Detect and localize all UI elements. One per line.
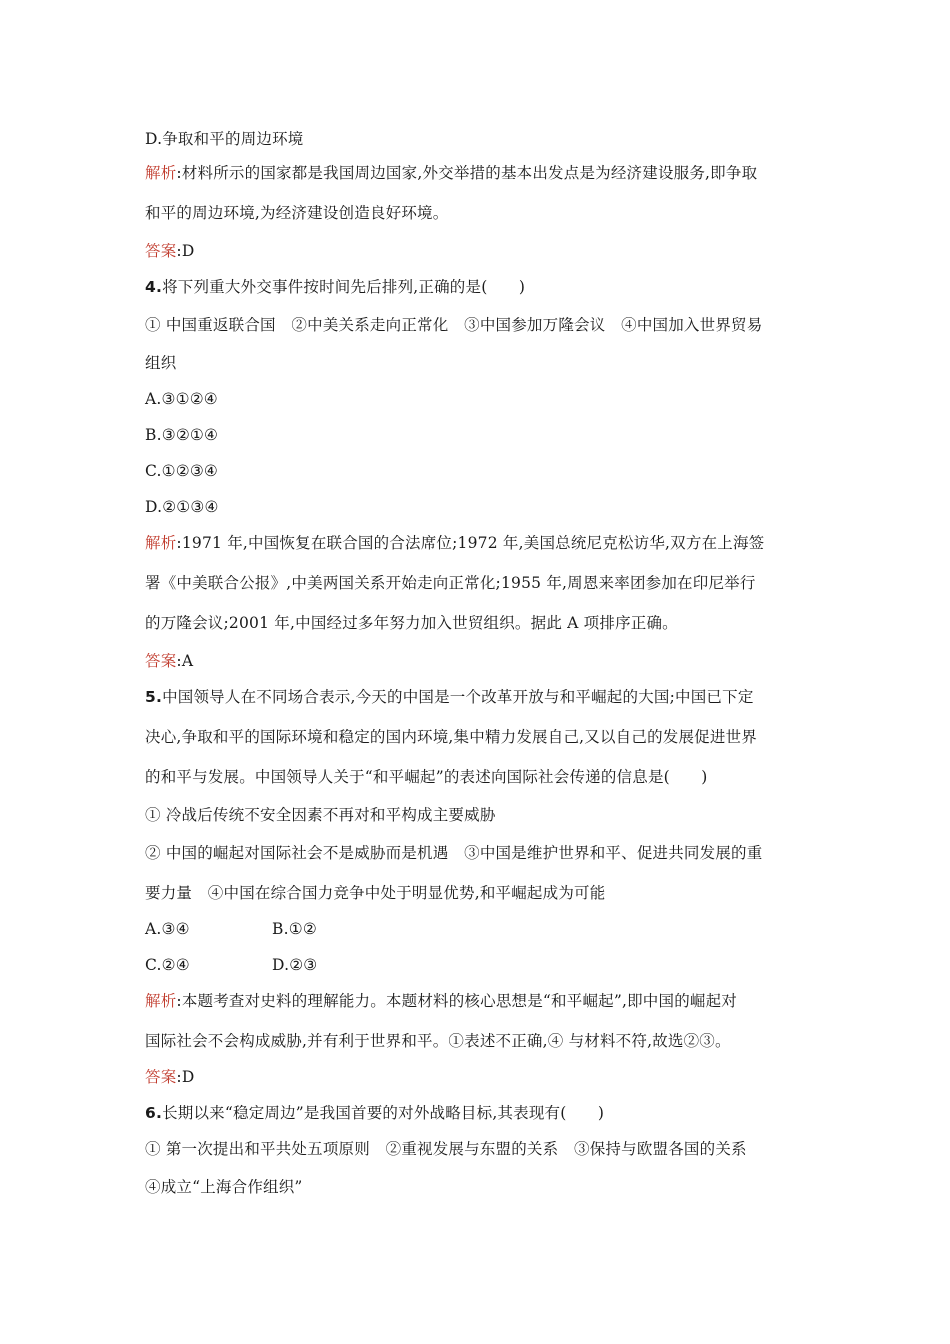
q5-analysis-line-1 [145,990,810,1012]
q3-option-d: D.争取和平的周边环境 [145,130,304,148]
q4-items-line-1: ① 中国重返联合国 ②中美关系走向正常化 ③中国参加万隆会议 ④中国加入世界贸易 [145,316,763,334]
q4-option-a: A.③①②④ [145,390,218,408]
q5-answer-label: 答案 [145,1068,177,1086]
q4-analysis-label: 解析 [145,534,177,552]
q4-stem-text: 将下列重大外交事件按时间先后排列,正确的是( ) [162,278,526,296]
q5-stem-line-1 [145,686,810,708]
q4-analysis-text-1: :1971 年,中国恢复在联合国的合法席位;1972 年,美国总统尼克松访华,双方在上海签 [176,534,765,552]
q6-number: 6. [145,1104,163,1122]
q4-analysis-line-2: 署《中美联合公报》,中美两国关系开始走向正常化;1955 年,周恩来率团参加在印尼举行 [145,574,756,592]
q5-stem-text-1: 中国领导人在不同场合表示,今天的中国是一个改革开放与和平崛起的大国;中国已下定 [162,688,754,706]
q5-answer [145,1066,810,1088]
q5-analysis-line-2: 国际社会不会构成威胁,并有利于世界和平。①表述不正确,④ 与材料不符,故选②③。 [145,1032,731,1050]
q4-option-d: D.②①③④ [145,498,219,516]
q5-analysis-text-1: :本题考查对史料的理解能力。本题材料的核心思想是“和平崛起”,即中国的崛起对 [176,992,738,1010]
q5-options-row-2 [145,954,810,976]
q6-items-line-1: ① 第一次提出和平共处五项原则 ②重视发展与东盟的关系 ③保持与欧盟各国的关系 [145,1140,747,1158]
q3-answer [145,240,810,262]
q5-option-c: C.②④ [145,956,190,974]
q3-analysis-label: 解析 [145,164,177,182]
q6-stem-text: 长期以来“稳定周边”是我国首要的对外战略目标,其表现有( ) [162,1104,605,1122]
q5-number: 5. [145,688,163,706]
q5-option-d: D.②③ [272,956,318,974]
q3-analysis-text-1: :材料所示的国家都是我国周边国家,外交举措的基本出发点是为经济建设服务,即争取 [176,164,758,182]
q3-analysis-line-2: 和平的周边环境,为经济建设创造良好环境。 [145,204,449,222]
q5-items-line-1: ① 冷战后传统不安全因素不再对和平构成主要威胁 [145,806,496,824]
q4-stem [145,276,810,298]
q4-number: 4. [145,278,163,296]
q3-answer-label: 答案 [145,242,177,260]
q4-answer [145,650,810,672]
q5-answer-value: :D [176,1068,195,1086]
q5-analysis-label: 解析 [145,992,177,1010]
q5-stem-line-2: 决心,争取和平的国际环境和稳定的国内环境,集中精力发展自己,又以自己的发展促进世界 [145,728,757,746]
q4-option-c: C.①②③④ [145,462,219,480]
q4-analysis-line-1 [145,532,810,554]
q4-items-line-2: 组织 [145,354,177,372]
q6-items-line-2: ④成立“上海合作组织” [145,1178,303,1196]
q5-option-b: B.①② [272,920,317,938]
q4-option-b: B.③②①④ [145,426,219,444]
q4-analysis-line-3: 的万隆会议;2001 年,中国经过多年努力加入世贸组织。据此 A 项排序正确。 [145,614,678,632]
q5-options-row-1 [145,918,810,940]
q5-items-line-2: ② 中国的崛起对国际社会不是威胁而是机遇 ③中国是维护世界和平、促进共同发展的重 [145,844,763,862]
q5-items-line-3: 要力量 ④中国在综合国力竞争中处于明显优势,和平崛起成为可能 [145,884,606,902]
q5-option-a: A.③④ [145,920,190,938]
q5-stem-line-3: 的和平与发展。中国领导人关于“和平崛起”的表述向国际社会传递的信息是( ) [145,768,708,786]
q4-answer-value: :A [176,652,194,670]
q4-answer-label: 答案 [145,652,177,670]
q3-analysis-line-1 [145,162,810,184]
q6-stem [145,1102,810,1124]
q3-answer-value: :D [176,242,195,260]
